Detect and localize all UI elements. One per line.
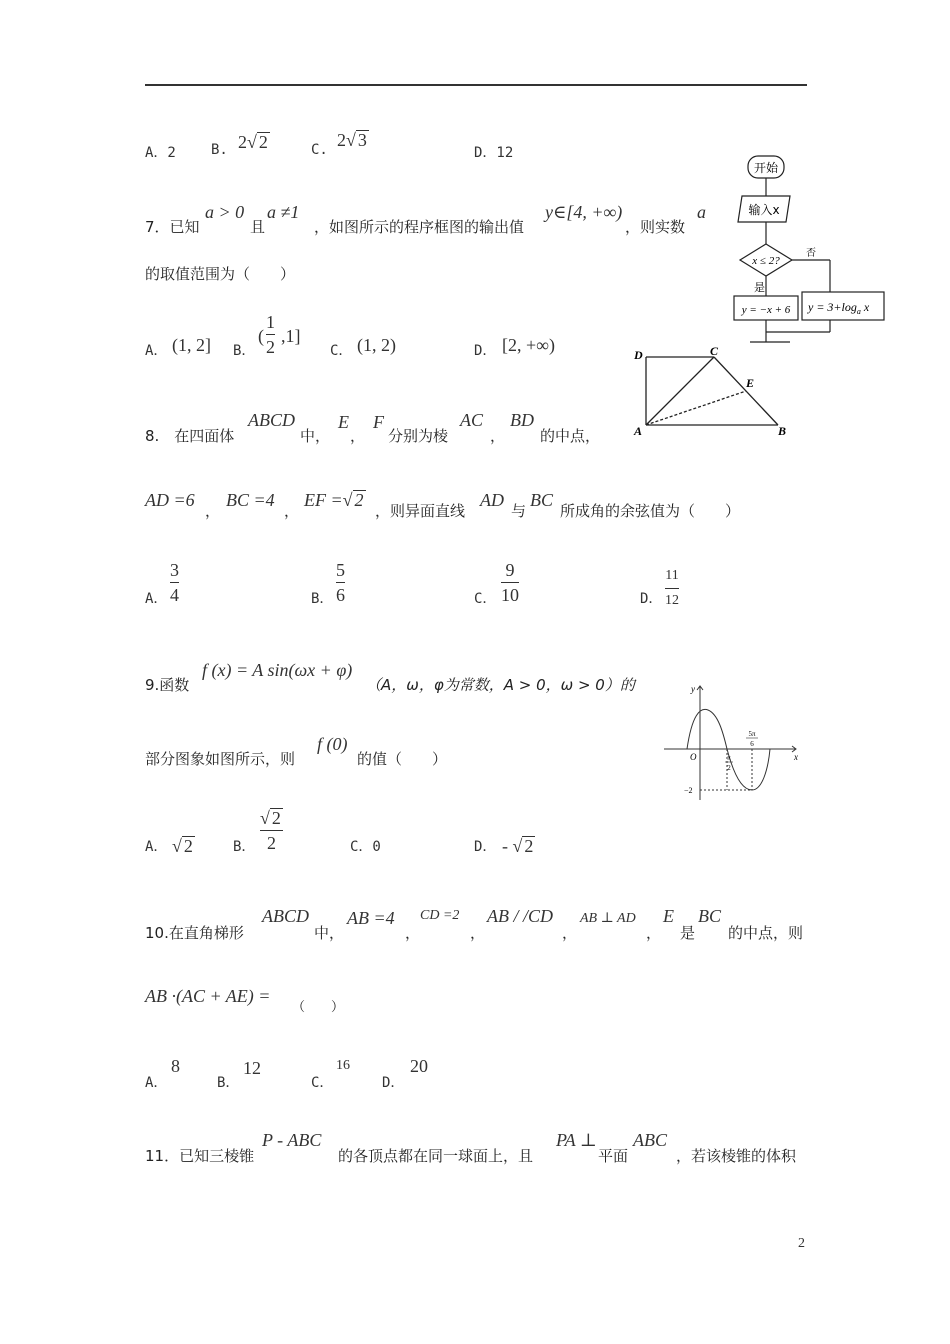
graph-y-label: y — [691, 684, 695, 694]
q6-option-c-label: C. — [311, 142, 328, 158]
q8-with: 与 — [511, 502, 527, 520]
q8-option-a-label: A． — [145, 591, 168, 607]
q7-cond2: a ≠1 — [267, 202, 300, 222]
q8-comma4: ， — [284, 502, 300, 520]
q10-option-a-label: A． — [145, 1075, 168, 1091]
q7-var: a — [697, 202, 706, 222]
flow-no-text: 否 — [806, 248, 816, 259]
q8-bc2: BC — [530, 490, 554, 510]
q8-bc-value: BC =4 — [226, 490, 275, 510]
q8-figure — [628, 345, 798, 440]
q8-ac: AC — [460, 410, 484, 430]
flow-yes-text: 是 — [754, 281, 765, 294]
q10-tail: 的中点，则 — [728, 924, 804, 942]
q8-label-b: B — [778, 424, 787, 438]
sine-curve — [687, 709, 770, 790]
q7-output: y∈[4, +∞) — [545, 202, 623, 222]
q8-option-b-fraction: 5 6 — [336, 560, 345, 605]
q9-option-b-label: B． — [233, 839, 256, 855]
q11-plane: 平面 — [598, 1147, 629, 1165]
q8-ad2: AD — [480, 490, 504, 510]
q10-is: 是 — [680, 924, 696, 942]
q10-paren: （ ） — [292, 1000, 345, 1015]
q10-parallel: AB / /CD — [487, 906, 553, 926]
q10-in: 中， — [314, 924, 345, 942]
q8-tail: 的中点， — [540, 427, 601, 445]
flow-start-text: 开始 — [753, 161, 779, 175]
q6-option-b-value: 2√ 2 — [238, 132, 268, 152]
graph-origin: O — [690, 752, 697, 762]
q7-option-c-label: C． — [330, 343, 353, 359]
q10-cd: CD =2 — [420, 908, 460, 923]
q10-option-b-value: 12 — [243, 1058, 261, 1078]
q10-c3: ， — [562, 924, 578, 942]
q9-graph — [660, 680, 805, 805]
q11-number: 11．已知三棱锥 — [145, 1147, 255, 1165]
q7-flowchart — [728, 152, 888, 352]
q7-cond1: a > 0 — [205, 202, 245, 222]
flow-right-text: $y = 3+\log_a$ x — [808, 300, 870, 316]
q7-and: 且 — [250, 218, 266, 236]
q9-params: （A，ω，φ为常数，A > 0，ω > 0）的 — [366, 676, 635, 694]
q6-option-a: A．2 — [145, 145, 176, 161]
q10-e: E — [663, 906, 674, 926]
q11-tail: ，若该棱锥的体积 — [676, 1147, 797, 1165]
q6-option-c-value: 2√ 3 — [337, 130, 367, 150]
q7-option-b-close: ,1] — [281, 326, 301, 346]
q8-number: 8. 在四面体 — [145, 427, 235, 445]
q7-option-d-label: D． — [474, 343, 497, 359]
flow-left-text: y = −x + 6 — [741, 304, 791, 316]
q10-ab: AB =4 — [347, 908, 395, 928]
q8-comma1: ， — [350, 427, 366, 445]
graph-neg2: −2 — [684, 786, 693, 795]
q10-perp: AB ⊥ AD — [580, 911, 636, 926]
q10-number: 10.在直角梯形 — [145, 924, 244, 942]
q9-option-a-value: √ 2 — [172, 836, 193, 856]
q8-option-b-label: B． — [311, 591, 334, 607]
q10-option-d-label: D． — [382, 1075, 405, 1091]
q7-line2: 的取值范围为（ ） — [145, 265, 296, 283]
q8-option-d-fraction: 11 12 — [665, 568, 679, 608]
q8-bd: BD — [510, 410, 534, 430]
page-number: 2 — [798, 1236, 805, 1251]
q7-option-a-label: A． — [145, 343, 168, 359]
graph-pi-den: 2 — [727, 764, 731, 772]
q10-option-b-label: B． — [217, 1075, 240, 1091]
q6-option-b-label: B. — [211, 142, 228, 158]
q8-line2-mid: ，则异面直线 — [375, 502, 466, 520]
q9-line2: 部分图象如图所示，则 — [145, 750, 296, 768]
flow-cond-text: x ≤ 2? — [752, 255, 780, 267]
q8-f: F — [373, 412, 384, 432]
q9-option-a-label: A． — [145, 839, 168, 855]
q10-c1: ， — [405, 924, 421, 942]
q8-option-c-fraction: 9 10 — [501, 560, 519, 605]
q10-c2: ， — [470, 924, 486, 942]
flow-input-text: 输入x — [748, 203, 780, 217]
q8-label-e: E — [746, 376, 755, 390]
q9-number: 9.函数 — [145, 676, 190, 694]
q6-option-d: D．12 — [474, 145, 514, 161]
q8-ad-value: AD =6 — [145, 490, 195, 510]
q11-pa: PA ⊥ — [556, 1130, 597, 1150]
q8-e: E — [338, 412, 349, 432]
q10-option-d-value: 20 — [410, 1056, 428, 1076]
q7-option-c-value: (1, 2) — [357, 335, 396, 355]
q7-option-b-label: B． — [233, 343, 256, 359]
graph-x-label: x — [794, 752, 798, 762]
q10-bc: BC — [698, 906, 722, 926]
q7-option-a-value: (1, 2] — [172, 335, 211, 355]
q9-f0: f (0) — [317, 734, 348, 754]
q7-option-d-value: [2, +∞) — [502, 335, 555, 355]
q7-option-b-fraction: 1 2 — [266, 312, 275, 357]
q9-option-b-fraction: √ 2 2 — [260, 808, 281, 853]
q8-comma3: ， — [205, 502, 221, 520]
q11-mid: 的各顶点都在同一球面上，且 — [338, 1147, 534, 1165]
q8-option-d-label: D． — [640, 591, 663, 607]
q9-line2-tail: 的值（ ） — [357, 750, 448, 768]
q8-in: 中， — [300, 427, 331, 445]
q10-shape: ABCD — [262, 906, 309, 926]
q9-option-d-label: D． — [474, 839, 497, 855]
q8-ef-value: EF =√ 2 — [304, 490, 364, 510]
q8-label-d: D — [634, 348, 643, 362]
q8-comma2: ， — [490, 427, 506, 445]
q10-option-a-value: 8 — [171, 1056, 180, 1076]
q8-label-a: A — [634, 424, 643, 438]
graph-5pi-den: 6 — [750, 740, 754, 748]
q9-option-c: C．0 — [350, 839, 381, 855]
q10-c4: ， — [646, 924, 662, 942]
q8-line2-tail: 所成角的余弦值为（ ） — [560, 502, 741, 520]
q11-abc: ABC — [633, 1130, 667, 1150]
q10-option-c-label: C． — [311, 1075, 334, 1091]
q7-number: 7．已知 — [145, 218, 200, 236]
q7-mid: ，如图所示的程序框图的输出值 — [314, 218, 525, 236]
q8-label-c: C — [710, 345, 719, 358]
q9-formula: f (x) = A sin(ωx + φ) — [202, 660, 353, 680]
q7-tail: ，则实数 — [625, 218, 686, 236]
graph-5pi-num: 5π — [748, 730, 756, 738]
q8-solid: ABCD — [248, 410, 295, 430]
q8-option-c-label: C． — [474, 591, 497, 607]
q8-mid: 分别为棱 — [388, 427, 449, 445]
q8-option-a-fraction: 3 4 — [170, 560, 179, 605]
q10-expression: AB ·(AC + AE) = — [145, 986, 271, 1006]
q10-option-c-value: 16 — [336, 1058, 350, 1073]
q11-pyramid: P - ABC — [262, 1130, 322, 1150]
header-rule — [145, 84, 807, 86]
q7-option-b-open: ( — [258, 326, 264, 346]
q9-option-d-value: - √ 2 — [502, 836, 534, 856]
graph-pi-num: π — [727, 754, 731, 762]
